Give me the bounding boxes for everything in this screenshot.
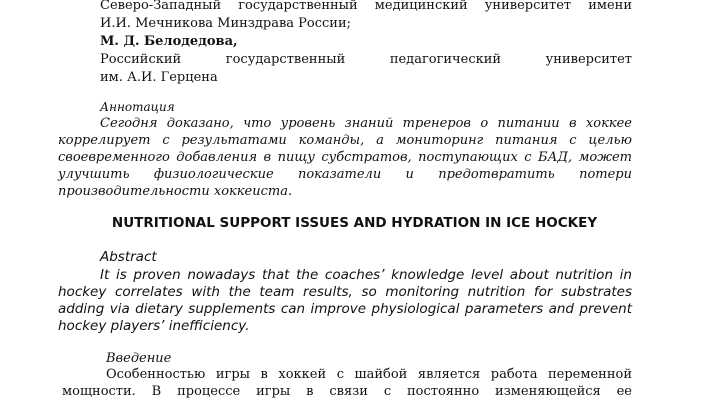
annotation-line-5: производительности хоккеиста. [58,184,293,199]
annotation-line-1: Сегодня доказано, что уровень знаний тренеров о питании в хоккее [100,116,632,131]
abstract-line-1: It is proven nowadays that the coaches’ knowledge level about nutrition in [100,267,632,283]
affiliation-2-line-1: Российский государственный педагогический университет [100,52,632,67]
abstract-line-2: hockey correlates with the team results, so monitoring nutrition for substrates [58,284,632,300]
affiliation-1-line-2: И.И. Мечникова Минздрава России; [100,16,352,31]
paper-title: NUTRITIONAL SUPPORT ISSUES AND HYDRATION IN ICE HOCKEY [111,215,598,231]
affiliation-1-line-1: Северо-Западный государственный медицинский университет имени [100,0,632,13]
abstract-line-4: hockey players’ inefficiency. [58,318,250,334]
introduction-line-1: Особенностью игры в хоккей с шайбой является работа переменной [106,367,632,382]
introduction-heading: Введение [106,351,172,366]
author-name: М. Д. Белодедова, [100,34,238,49]
annotation-line-2: коррелирует с результатами команды, а мониторинг питания с целью [58,133,632,148]
abstract-label: Abstract [100,249,157,265]
abstract-line-3: adding via dietary supplements can improve physiological parameters and prevent [58,301,632,317]
annotation-line-4: улучшить физиологические показатели и предотвратить потери [58,167,632,182]
annotation-line-3: своевременного добавления в пищу субстратов, поступающих с БАД, может [58,150,632,165]
affiliation-2-line-2: им. А.И. Герцена [100,70,218,85]
annotation-label: Аннотация [100,100,175,114]
introduction-line-2: мощности. В процессе игры в связи с постоянно изменяющейся ее [62,384,632,399]
